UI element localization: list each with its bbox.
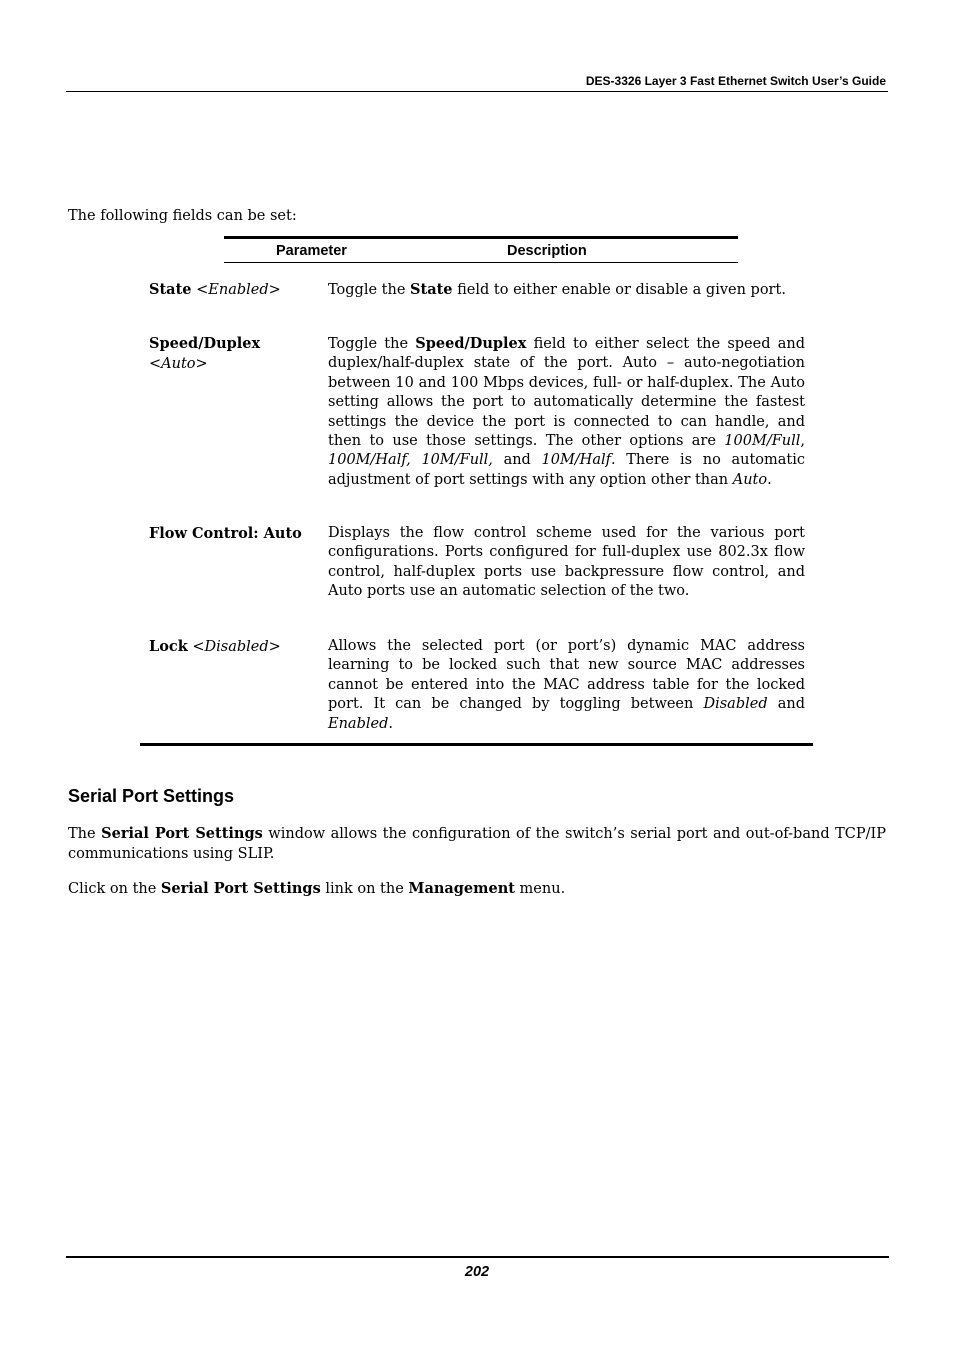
param-bracket: > (268, 282, 281, 298)
param-name: State (149, 281, 192, 298)
footer-divider (66, 1256, 889, 1258)
param-default: Disabled (204, 639, 269, 655)
description-cell: Displays the flow control scheme used for the various port configurations. Ports configured for full-duplex use 802.3x flow control, half-duplex ports use backpressure flow control, and Auto ports use an automatic selection of the two. (328, 525, 805, 600)
section-paragraph-2: Click on the Serial Port Settings link on the Management menu. (68, 880, 566, 897)
param-bracket: < (187, 639, 205, 655)
section-heading: Serial Port Settings (68, 786, 235, 806)
description-cell: Allows the selected port (or port’s) dynamic MAC address learning to be locked such that new source MAC addresses cannot be entered into the MAC address table for the locked port. It can be changed by toggling between Disabled and Enabled. (328, 638, 805, 732)
page-number: 202 (464, 1264, 490, 1280)
intro-text: The following fields can be set: (68, 208, 297, 224)
section-paragraph-1: The Serial Port Settings window allows the configuration of the switch’s serial port and out-of-band TCP/IP communications using SLIP. (68, 825, 887, 862)
param-default: Enabled (208, 282, 269, 298)
param-cell (149, 637, 319, 658)
header-divider (66, 91, 888, 92)
param-cell (149, 334, 319, 374)
table-bottom-rule (140, 743, 813, 746)
param-cell (149, 280, 319, 301)
param-default: Auto (161, 355, 196, 372)
param-bracket: > (195, 355, 208, 372)
param-name: Speed/Duplex (149, 335, 261, 352)
param-bracket: > (268, 639, 281, 655)
param-name: Lock (149, 638, 188, 655)
param-cell (149, 524, 319, 545)
description-cell: Toggle the Speed/Duplex field to either select the speed and duplex/half-duplex state of the port. Auto – auto-negotiation between 10 and 100 Mbps devices, full- or half-duplex. The Auto setting allows the port to automatically determine the fastest settings the device the port is connected to can handle, and then to use those settings. The other options are 100M/Full, 100M/Half, 10M/Full, and 10M/Half. There is no automatic adjustment of port settings with any option other than Auto. (328, 335, 805, 488)
table-header (224, 236, 738, 263)
column-header-parameter: Parameter (276, 243, 347, 259)
description-cell: Toggle the State field to either enable or disable a given port. (328, 281, 786, 298)
param-bracket: < (191, 282, 209, 298)
column-header-description: Description (507, 243, 587, 259)
page-header-title: DES-3326 Layer 3 Fast Ethernet Switch User’s Guide (585, 74, 886, 88)
param-name: Flow Control: Auto (149, 525, 302, 542)
param-bracket: < (149, 355, 162, 372)
